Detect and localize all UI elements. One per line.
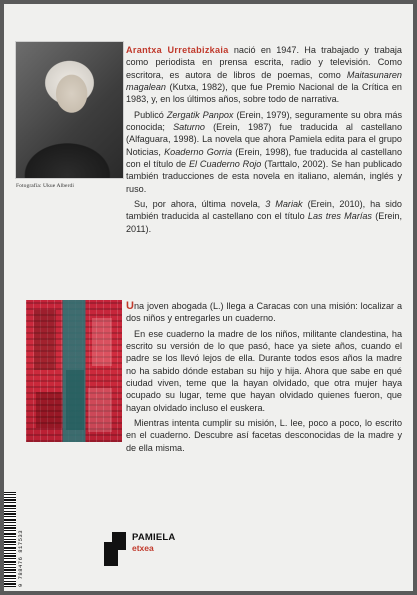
bio-paragraph-3 [126,198,402,235]
book-title: 3 Mariak [265,199,303,210]
bio-text: (Erein, 2010), ha sido también traducida al castellano con el título [126,199,402,222]
synopsis-text: na joven abogada (L.) llega a Caracas con una misión: localizar a dos niños y entregarles un cuaderno. [126,301,402,324]
bio-text: nació en 1947. Ha trabajado y trabaja como periodista en prensa escrita, radio y televisión. Como escritora, es autora de libros de poemas, como [126,45,402,80]
publisher-subname: etxea [132,543,154,553]
publisher-logo [102,528,212,572]
bio-paragraph-2 [126,109,402,195]
bio-text: (Kutxa, 1982), que fue Premio Nacional de la Crítica en 1983, y, en los últimos años, sobre todo de narrativa. [126,82,402,105]
bio-text: (Tarttalo, 2002). Se han publicado también traducciones de esta novela en italiano, alemán, inglés y ruso. [126,159,402,194]
isbn-barcode [4,492,16,587]
back-cover [4,4,413,591]
bio-text: (Erein, 1998), fue traducida al castellano con el título de [126,146,402,170]
synopsis-paragraph-2: En ese cuaderno la madre de los niños, militante clandestina, ha escrito su versión de lo que pasó, hace ya siete años, cuando el padre se los llevó lejos de ella. Durante todos esos años la madre no ha sabido dónde estaban su hijo y hija. Ahora que sabe en qué ciudad viven, teme que la hayan olvidado, que otra mujer haya ocupado su lugar, teme que hayan olvidado quienes fueron, que hayan olvidado incluso el euskera. [126,328,402,413]
book-title: Saturno [173,122,205,133]
book-title: Maitasunaren magalean [126,69,402,93]
bio-text: (Erein, 1987) fue traducida al castellano (Alfaguara, 1998). La novela que ahora Pamiela edita para el grupo Noticias, [126,122,402,157]
bio-paragraph-1 [126,44,402,106]
artwork-block [34,310,56,370]
author-photo [16,42,123,178]
cover-artwork [26,300,122,442]
bio-text: (Erein, 1979), seguramente su obra más conocida; [126,109,402,133]
book-title: Koaderno Gorria [164,146,233,157]
book-title: Las tres Marías [307,211,372,222]
synopsis [126,300,402,457]
publisher-name: PAMIELA [132,532,176,543]
author-bio [126,44,402,238]
author-first-name: Arantxa [126,45,162,55]
bio-text: (Erein, 2011). [126,211,403,234]
artwork-block [36,392,62,428]
bio-text: Publicó [134,109,167,120]
isbn-digits: 9 788476 817533 [17,529,24,587]
synopsis-paragraph-1 [126,300,402,325]
synopsis-initial: U [126,300,134,312]
photo-credit: Fotografía: Ukue Alberdi [16,183,74,189]
author-name [126,45,229,55]
publisher-mark-icon [102,528,128,568]
artwork-block [92,318,112,366]
author-last-name: Urretabizkaia [167,45,229,55]
artwork-block [66,370,84,430]
artwork-block [88,388,112,432]
synopsis-paragraph-3: Mientras intenta cumplir su misión, L. lee, poco a poco, lo escrito en el cuaderno. Descubre así facetas desconocidas de la madre y de ella misma. [126,418,402,453]
book-title: El Cuaderno Rojo [188,159,262,170]
bio-text: Su, por ahora, última novela, [134,199,266,210]
book-title: Zergatik Panpox [166,109,234,120]
